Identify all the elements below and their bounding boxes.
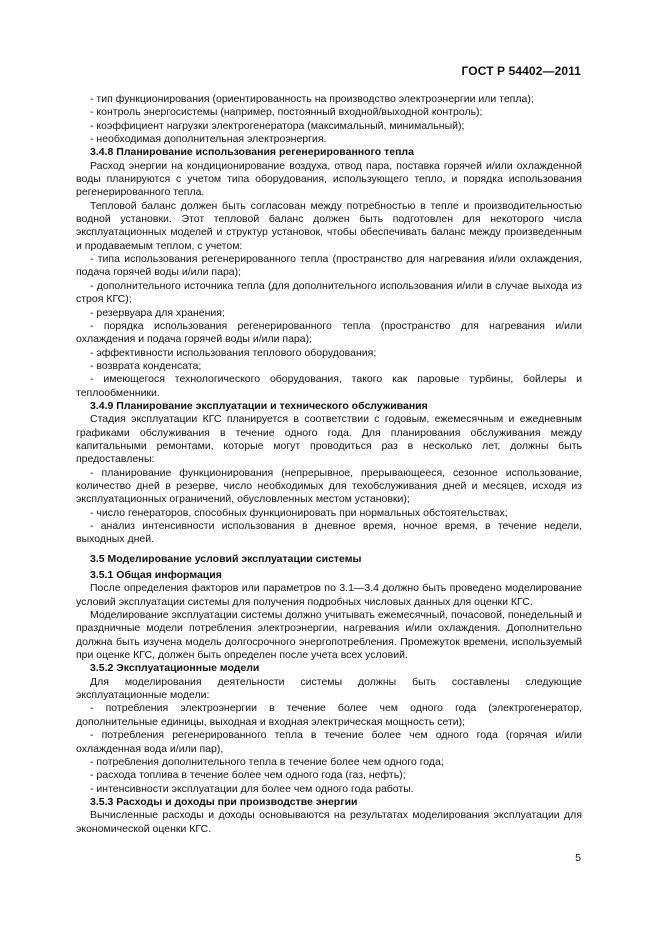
list-item: - возврата конденсата;: [90, 359, 202, 372]
document-body: [76, 93, 582, 836]
list-item: - расхода топлива в течение более чем одного года (газ, нефть);: [90, 769, 406, 782]
page-number: 5: [575, 852, 581, 864]
paragraph: Стадия эксплуатации КГС планируется в соответствии с годовым, ежемесячным и ежедневным графиками обслуживания в течение одного года. Для планирования обслуживания между капитальными ремонтами, которые могут проводиться раз в несколько лет, должны быть предоставлены:: [76, 413, 582, 466]
list-item: - планирование функционирования (непрерывное, прерывающееся, сезонное использование, количество дней в резерве, число необходимых для техобслуживания дней и месяцев, исходя из эксплуатационных ограничений, обусловленных местом установки);: [76, 466, 582, 506]
list-item: - порядка использования регенерированного тепла (пространство для нагревания и/или охлаждения и подача горячей воды и/или пара);: [76, 319, 582, 346]
list-item: - число генераторов, способных функционировать при нормальных обстоятельствах;: [90, 506, 508, 519]
section-heading: 3.5.1 Общая информация: [90, 569, 222, 582]
section-heading: 3.4.8 Планирование использования регенерированного тепла: [90, 146, 414, 159]
list-item: - имеющегося технологического оборудования, такого как паровые турбины, бойлеры и теплообменники.: [76, 373, 582, 399]
list-item: - эффективности использования теплового оборудования;: [90, 346, 377, 359]
paragraph: Вычисленные расходы и доходы основываются на результатах моделирования эксплуатации для экономической оценки КГС.: [76, 809, 582, 835]
list-item: - типа использования регенерированного тепла (пространство для нагревания и/или охлаждения, подача горячей воды и/или пара);: [76, 253, 582, 279]
section-heading: 3.5.3 Расходы и доходы при производстве энергии: [90, 795, 358, 808]
paragraph: Для моделирования деятельности системы должны быть составлены следующие эксплуатационные модели:: [76, 675, 582, 702]
section-heading: 3.5.2 Эксплуатационные модели: [90, 662, 260, 675]
list-item: - коэффициент нагрузки электрогенератора (максимальный, минимальный);: [90, 119, 465, 132]
section-heading-major: 3.5 Моделирование условий эксплуатации системы: [90, 552, 362, 565]
list-item: - дополнительного источника тепла (для дополнительного использования и/или в случае выхода из строя КГС);: [76, 279, 582, 306]
document-code-header: ГОСТ Р 54402—2011: [461, 64, 581, 78]
list-item: - интенсивности эксплуатации для более чем одного года работы.: [90, 782, 414, 795]
paragraph: Тепловой баланс должен быть согласован между потребностью в тепле и производительностью водной установки. Этот тепловой баланс должен быть подготовлен для некоторого числа эксплуатационных моделей и структур установок, чтобы обеспечивать баланс между произведенным и продаваемым теплом, с учетом:: [76, 199, 582, 252]
section-heading: 3.4.9 Планирование эксплуатации и технического обслуживания: [90, 399, 428, 412]
list-item: - потребления регенерированного тепла в течение более чем одного года (горячая и/или охлажденная вода и/или пар),: [76, 729, 582, 755]
list-item: - резервуара для хранения;: [90, 306, 225, 319]
list-item: - контроль энергосистемы (например, постоянный входной/выходной контроль);: [90, 106, 483, 119]
paragraph: После определения факторов или параметров по 3.1—3.4 должно быть проведено моделирование условий эксплуатации системы для получения подробных числовых данных для оценки КГС.: [76, 582, 582, 608]
list-item: - потребления электроэнергии в течение более чем одного года (электрогенератор, дополнительные единицы, выходная и входная электрическая мощность сети);: [76, 702, 582, 728]
list-item: - необходимая дополнительная электроэнергия.: [90, 133, 327, 146]
list-item: - потребления дополнительного тепла в течение более чем одного года;: [90, 755, 444, 768]
list-item: - тип функционирования (ориентированность на производство электроэнергии или тепла);: [90, 93, 534, 105]
list-item: - анализ интенсивности использования в дневное время, ночное время, в течение недели, выходных дней.: [76, 520, 582, 546]
paragraph: Моделирование эксплуатации системы должно учитывать ежемесячный, почасовой, понедельный и праздничные модели потребления электроэнергии, нагревания и/или охлаждения. Дополнительно должна быть изучена модель долгосрочного энергопотребления. Промежуток времени, используемый при оценке КГС, должен быть определен после учета всех условий.: [76, 609, 582, 662]
paragraph: Расход энергии на кондиционирование воздуха, отвод пара, поставка горячей и/или охлажденной воды планируются с учетом типа оборудования, использующего тепло, и порядка использования регенерированного тепла.: [76, 159, 582, 199]
